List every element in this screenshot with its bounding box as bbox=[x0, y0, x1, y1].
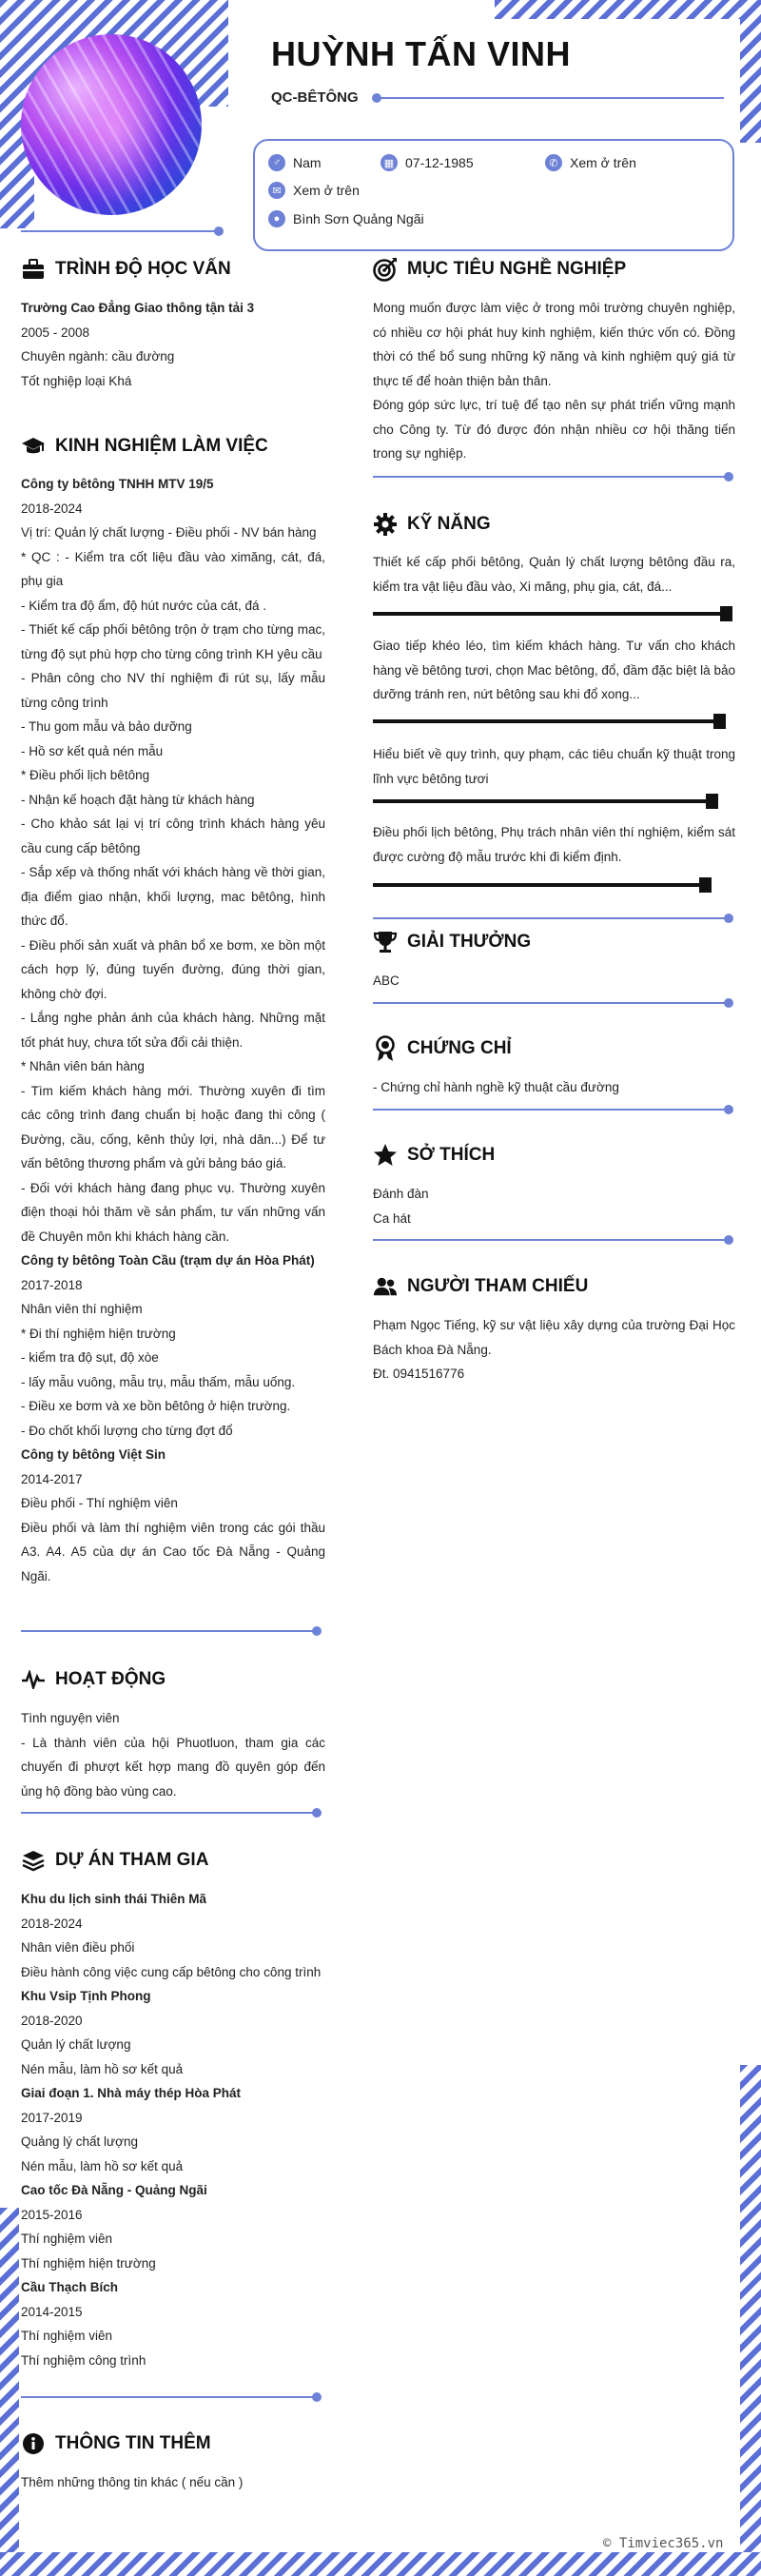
certificates-body: - Chứng chỉ hành nghề kỹ thuật cầu đường bbox=[373, 1080, 619, 1094]
project-line: 2018-2024 bbox=[21, 1916, 83, 1931]
experience-heading: KINH NGHIỆM LÀM VIỆC bbox=[21, 434, 268, 459]
layers-icon bbox=[21, 1848, 46, 1873]
skill-level-knob[interactable] bbox=[699, 877, 712, 893]
extra-body: Thêm những thông tin khác ( nếu cần ) bbox=[21, 2475, 244, 2489]
experience-line: Vị trí: Quản lý chất lượng - Điều phối - NV bán hàng bbox=[21, 525, 317, 540]
references-heading: NGƯỜI THAM CHIẾU bbox=[373, 1274, 588, 1299]
project-line: Giai đoạn 1. Nhà máy thép Hòa Phát bbox=[21, 2086, 242, 2100]
projects-rule bbox=[21, 2396, 317, 2398]
education-heading: TRÌNH ĐỘ HỌC VẤN bbox=[21, 257, 231, 282]
skill-level-bar bbox=[373, 719, 720, 723]
skill-level-bar bbox=[373, 883, 706, 887]
activities-rule bbox=[21, 1812, 317, 1814]
education-body: Trường Cao Đẳng Giao thông tận tải 3 2005 - 2008 Chuyên ngành: cầu đường Tốt nghiệp loại Khá bbox=[21, 301, 255, 388]
graduation-cap-icon bbox=[21, 434, 46, 459]
awards-rule bbox=[373, 1002, 729, 1004]
experience-line: Nhân viên thí nghiệm bbox=[21, 1302, 143, 1316]
skills-heading: KỸ NĂNG bbox=[373, 512, 491, 537]
activities-body: Tình nguyện viên - Là thành viên của hội Phuotluon, tham gia các chuyến đi phượt kết hợp mang đồ quyên góp đến ủng hộ đồng bào vùng cao. bbox=[21, 1711, 325, 1799]
contact-address: ● Bình Sơn Quảng Ngãi bbox=[268, 210, 424, 227]
candidate-role: QC-BÊTÔNG bbox=[271, 89, 359, 106]
experience-line: - Lắng nghe phản ánh của khách hàng. Những mặt tốt phát huy, chưa tốt sửa đổi cải thiện. bbox=[21, 1011, 325, 1050]
experience-line: Công ty bêtông Toàn Cầu (trạm dự án Hòa Phát) bbox=[21, 1253, 315, 1268]
briefcase-icon bbox=[21, 257, 46, 282]
activities-heading: HOẠT ĐỘNG bbox=[21, 1667, 166, 1692]
objective-body: Mong muốn được làm việc ở trong môi trường chuyên nghiệp, có nhiều cơ hội phát huy kinh nghiệm, kiến thức vốn có. Đồng thời có thể bổ sung những kỹ năng và kinh nghiệm quý giá từ thực tế để hoàn thiện bản thân. Đóng góp sức lực, trí tuệ để tạo nên sự phát triển vững mạnh cho Công ty. Từ đó được đón nhận nhiều cơ hội thăng tiến trong sự nghiệp. bbox=[373, 301, 735, 461]
experience-line: - Hồ sơ kết quả nén mẫu bbox=[21, 743, 164, 758]
skill-level-bar bbox=[373, 612, 727, 616]
project-line: Thí nghiệm viên bbox=[21, 2232, 113, 2246]
project-line: 2014-2015 bbox=[21, 2304, 83, 2319]
experience-line: - Đối với khách hàng đang phục vụ. Thường xuyên điện thoại hỏi thăm về sản phẩm, tư vấn những vấn đề Chuyên môn khi khách hàng cần. bbox=[21, 1180, 325, 1244]
certificates-rule bbox=[373, 1109, 729, 1111]
experience-line: - Kiểm tra độ ẩm, độ hút nước của cát, đá . bbox=[21, 598, 267, 613]
project-line: Cầu Thạch Bích bbox=[21, 2280, 119, 2294]
stripe-bottom bbox=[0, 2552, 761, 2576]
references-body: Phạm Ngọc Tiếng, kỹ sư vật liệu xây dựng của trường Đại Học Bách khoa Đà Nẵng. Đt. 0941516776 bbox=[373, 1318, 735, 1381]
candidate-name: HUỲNH TẤN VINH bbox=[271, 34, 572, 73]
info-icon bbox=[21, 2431, 46, 2456]
experience-line: - lấy mẫu vuông, mẫu trụ, mẫu thấm, mẫu uống. bbox=[21, 1374, 296, 1389]
target-icon bbox=[373, 257, 398, 282]
project-line: Nén mẫu, làm hồ sơ kết quả bbox=[21, 2061, 184, 2076]
skill-level-knob[interactable] bbox=[706, 794, 718, 809]
calendar-icon: ▦ bbox=[380, 154, 398, 171]
experience-line: * Nhân viên bán hàng bbox=[21, 1059, 145, 1073]
hobby-item: Ca hát bbox=[373, 1210, 411, 1226]
experience-line: 2018-2024 bbox=[21, 501, 83, 516]
skills-rule bbox=[373, 917, 729, 919]
experience-line: - Phân công cho NV thí nghiệm đi rút sụ, lấy mẫu từng công trình bbox=[21, 671, 325, 710]
trophy-icon bbox=[373, 930, 398, 954]
project-line: Cao tốc Đà Nẵng - Quảng Ngãi bbox=[21, 2183, 207, 2197]
avatar-rule bbox=[21, 230, 219, 232]
skill-description: Điều phối lịch bêtông, Phụ trách nhân viên thí nghiệm, kiểm sát được cường độ mẫu trước khi đi kiểm định. bbox=[373, 825, 735, 864]
projects-body bbox=[21, 1887, 325, 2372]
mail-icon: ✉ bbox=[268, 182, 285, 199]
contact-email: ✉ Xem ở trên bbox=[268, 182, 360, 199]
experience-line: - Thiết kế cấp phối bêtông trộn ở trạm cho từng mac, từng độ sụt phù hợp cho từng công trình KH yêu cầu bbox=[21, 622, 325, 661]
avatar bbox=[21, 34, 202, 215]
gear-icon bbox=[373, 512, 398, 537]
medal-icon bbox=[373, 1036, 398, 1061]
experience-line: - Tìm kiếm khách hàng mới. Thường xuyên đi tìm các công trình đang chuẩn bị hoặc đang thi công ( Đường, cầu, cống, kênh thủy lợi, nhà dân...) Để tư vấn bêtông thương phẩm và gửi bảng báo giá. bbox=[21, 1083, 325, 1170]
skill-level-knob[interactable] bbox=[720, 606, 732, 621]
experience-line: - Sắp xếp và thống nhất với khách hàng về thời gian, địa điểm giao nhận, khối lượng, mac bêtông, hình thức đổ. bbox=[21, 865, 325, 928]
project-line: Nén mẫu, làm hồ sơ kết quả bbox=[21, 2158, 184, 2173]
users-icon bbox=[373, 1274, 398, 1299]
experience-line: - Điều phối sản xuất và phân bổ xe bơm, xe bồn một cách hợp lý, đúng tuyến đường, đúng thời gian, không chờ đợi. bbox=[21, 937, 325, 1001]
experience-line: * Điều phối lịch bêtông bbox=[21, 768, 150, 782]
experience-line: - Thu gom mẫu và bảo dưỡng bbox=[21, 719, 192, 734]
user-icon: ♂ bbox=[268, 154, 285, 171]
experience-line: Điều phối - Thí nghiệm viên bbox=[21, 1496, 178, 1510]
project-line: Nhân viên điều phối bbox=[21, 1940, 135, 1955]
project-line: Thí nghiệm viên bbox=[21, 2329, 113, 2343]
project-line: 2015-2016 bbox=[21, 2207, 83, 2222]
contact-gender: ♂ Nam bbox=[268, 154, 322, 171]
star-icon bbox=[373, 1143, 398, 1168]
stripe-right-upper bbox=[740, 0, 761, 143]
skill-description: Thiết kế cấp phối bêtông, Quản lý chất lượng bêtông đầu ra, kiểm tra vật liệu đầu vào, Xi măng, phụ gia, cát, đá... bbox=[373, 555, 735, 594]
extra-heading: THÔNG TIN THÊM bbox=[21, 2431, 211, 2456]
contact-box bbox=[253, 139, 734, 251]
skill-level-knob[interactable] bbox=[713, 714, 726, 729]
experience-line: * Đi thí nghiệm hiện trường bbox=[21, 1326, 176, 1341]
contact-dob: ▦ 07-12-1985 bbox=[380, 154, 474, 171]
project-line: Khu Vsip Tịnh Phong bbox=[21, 1989, 151, 2003]
objective-rule bbox=[373, 476, 729, 478]
hobby-item: Đánh đàn bbox=[373, 1187, 429, 1201]
project-line: Quảng lý chất lượng bbox=[21, 2134, 138, 2149]
project-line: 2017-2019 bbox=[21, 2110, 83, 2125]
phone-icon: ✆ bbox=[545, 154, 562, 171]
stripe-top-right bbox=[495, 0, 761, 19]
footer-credit[interactable]: © Timviec365.vn bbox=[603, 2536, 724, 2551]
experience-line: Điều phối và làm thí nghiệm viên trong các gói thầu A3. A4. A5 của dự án Cao tốc Đà Nẵng - Quảng Ngãi. bbox=[21, 1520, 325, 1583]
experience-line: - Điều xe bơm và xe bồn bêtông ở hiện trường. bbox=[21, 1399, 291, 1413]
experience-line: - Nhận kế hoạch đặt hàng từ khách hàng bbox=[21, 792, 255, 807]
project-line: 2018-2020 bbox=[21, 2013, 83, 2028]
awards-body: ABC bbox=[373, 973, 400, 988]
pulse-icon bbox=[21, 1667, 46, 1692]
skill-description: Giao tiếp khéo léo, tìm kiếm khách hàng. Tư vấn cho khách hàng về bêtông tươi, chọn Mac bêtông, đổ, đầm đặc biệt là bảo dưỡng tránh ren, nứt bêtông sau khi đổ xong... bbox=[373, 639, 735, 701]
projects-heading: DỰ ÁN THAM GIA bbox=[21, 1848, 208, 1873]
stripe-right-lower bbox=[740, 2065, 761, 2576]
experience-line: - Cho khảo sát lại vị trí công trình khách hàng yêu cầu cung cấp bêtông bbox=[21, 816, 325, 855]
experience-line: * QC : - Kiểm tra cốt liệu đầu vào ximăng, cát, đá, phụ gia bbox=[21, 549, 325, 588]
role-line bbox=[377, 97, 724, 99]
project-line: Khu du lịch sinh thái Thiên Mã bbox=[21, 1892, 206, 1906]
project-line: Điều hành công việc cung cấp bêtông cho công trình bbox=[21, 1964, 322, 1979]
skill-level-bar bbox=[373, 799, 712, 803]
experience-line: 2017-2018 bbox=[21, 1277, 83, 1292]
awards-heading: GIẢI THƯỞNG bbox=[373, 930, 531, 954]
project-line: Thí nghiệm hiện trường bbox=[21, 2255, 156, 2271]
contact-phone: ✆ Xem ở trên bbox=[545, 154, 636, 171]
hobbies-rule bbox=[373, 1239, 729, 1241]
hobbies-body bbox=[373, 1182, 735, 1230]
experience-line: 2014-2017 bbox=[21, 1471, 83, 1486]
certificates-heading: CHỨNG CHỈ bbox=[373, 1036, 512, 1061]
experience-rule bbox=[21, 1630, 317, 1632]
skill-description: Hiểu biết về quy trình, quy phạm, các tiêu chuẩn kỹ thuật trong lĩnh vực bêtông tươi bbox=[373, 747, 735, 786]
experience-line: - Đo chốt khối lượng cho từng đợt đổ bbox=[21, 1423, 233, 1438]
project-line: Quản lý chất lượng bbox=[21, 2037, 131, 2052]
objective-heading: MỤC TIÊU NGHỀ NGHIỆP bbox=[373, 257, 626, 282]
experience-line: - kiểm tra độ sụt, độ xòe bbox=[21, 1350, 159, 1365]
location-pin-icon: ● bbox=[268, 210, 285, 227]
hobbies-heading: SỞ THÍCH bbox=[373, 1143, 495, 1168]
stripe-left-lower bbox=[0, 2208, 19, 2576]
experience-line: Công ty bêtông TNHH MTV 19/5 bbox=[21, 477, 214, 491]
experience-line: Công ty bêtông Việt Sin bbox=[21, 1447, 166, 1462]
experience-body bbox=[21, 472, 325, 1588]
project-line: Thí nghiệm công trình bbox=[21, 2352, 146, 2368]
